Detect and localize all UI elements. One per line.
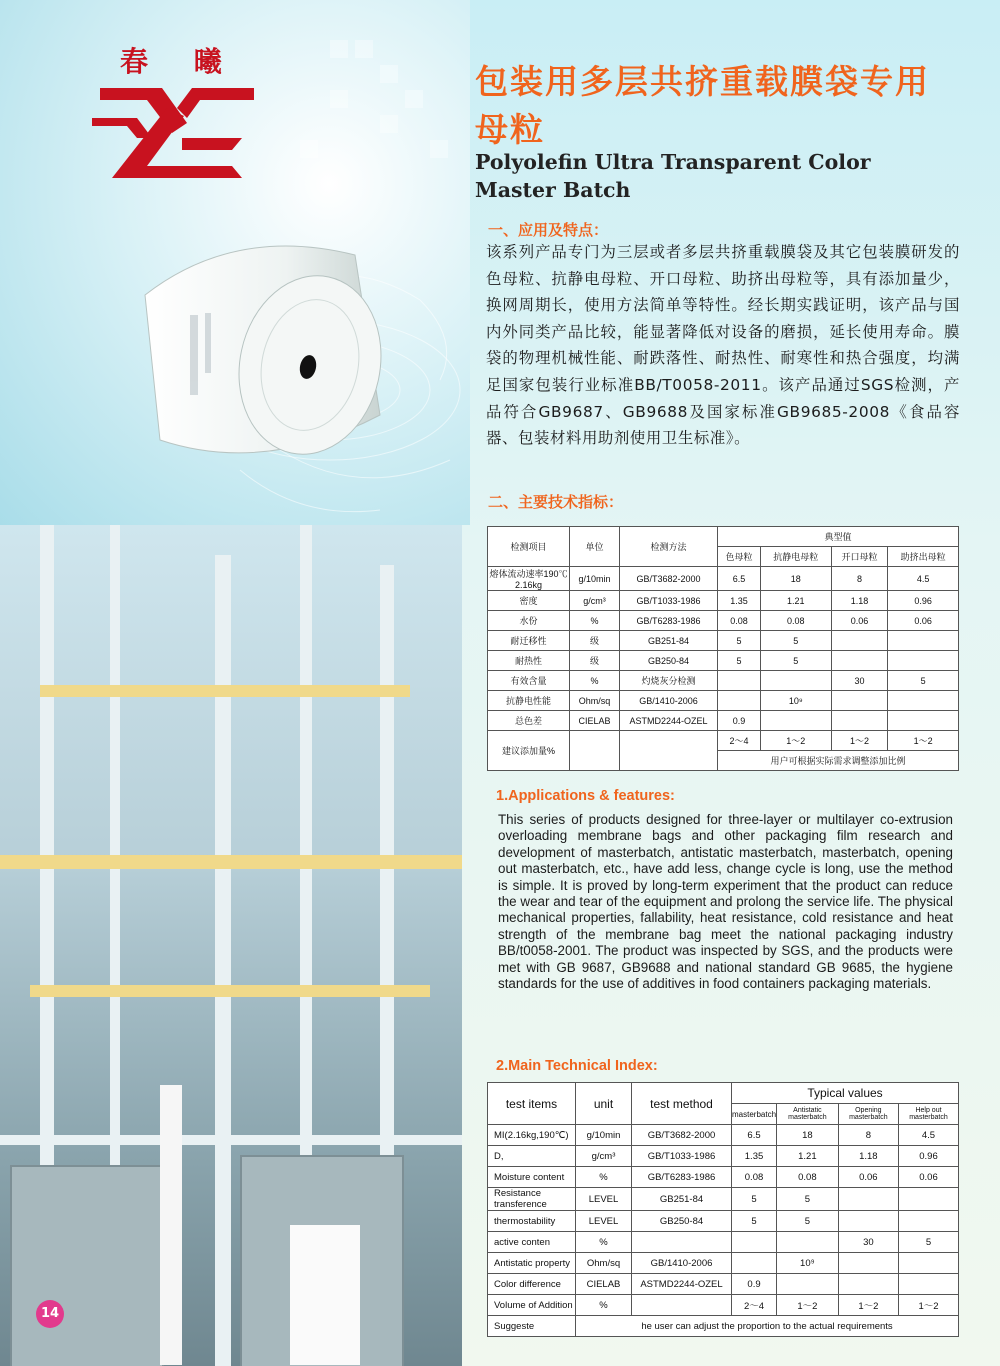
section2-heading-cn: 二、主要技术指标： xyxy=(488,493,624,511)
row-value: 0.9 xyxy=(732,1274,777,1295)
row-value: 0.06 xyxy=(888,611,959,631)
row-value xyxy=(831,631,888,651)
header-unit: unit xyxy=(576,1083,632,1125)
row-item: active conten xyxy=(488,1232,576,1253)
product-hero-background xyxy=(0,0,470,525)
row-unit: % xyxy=(576,1167,632,1188)
row-value: 18 xyxy=(760,567,831,591)
row-item: Antistatic property xyxy=(488,1253,576,1274)
subheader: Opening masterbatch xyxy=(838,1104,898,1125)
row-unit: g/cm³ xyxy=(576,1146,632,1167)
row-unit: Ohm/sq xyxy=(576,1253,632,1274)
row-value: 30 xyxy=(831,671,888,691)
row-value: 0.96 xyxy=(888,591,959,611)
row-value: 5 xyxy=(898,1232,958,1253)
row-value: 30 xyxy=(838,1232,898,1253)
spec-table-cn xyxy=(487,526,959,771)
row-method: GB250-84 xyxy=(620,651,718,671)
dosage-note: 用户可根据实际需求调整添加比例 xyxy=(718,751,959,771)
row-value xyxy=(888,711,959,731)
row-method: ASTMD2244-OZEL xyxy=(620,711,718,731)
row-value: 5 xyxy=(760,651,831,671)
header-unit: 单位 xyxy=(570,527,620,567)
row-unit: % xyxy=(570,611,620,631)
section2-heading-en: 2.Main Technical Index: xyxy=(496,1058,658,1074)
row-value: 0.06 xyxy=(838,1167,898,1188)
row-value: 0.96 xyxy=(898,1146,958,1167)
row-value: 5 xyxy=(760,631,831,651)
row-method: GB251-84 xyxy=(632,1188,732,1211)
title-english: Polyolefin Ultra Transparent Color Master Batch xyxy=(475,150,871,202)
row-item: 耐热性 xyxy=(488,651,570,671)
suggest-item: Suggeste xyxy=(488,1316,576,1337)
table-row xyxy=(488,1274,959,1295)
row-value: 5 xyxy=(718,631,761,651)
row-value: 5 xyxy=(888,671,959,691)
table-row xyxy=(488,1232,959,1253)
film-roll-image xyxy=(115,225,405,475)
row-value: 4.5 xyxy=(888,567,959,591)
row-unit: % xyxy=(576,1295,632,1316)
row-value xyxy=(888,651,959,671)
suggest-note: he user can adjust the proportion to the actual requirements xyxy=(576,1316,959,1337)
row-value: 0.08 xyxy=(760,611,831,631)
subheader: 色母粒 xyxy=(718,547,761,567)
row-value: 0.9 xyxy=(718,711,761,731)
row-value xyxy=(898,1211,958,1232)
row-value: 0.08 xyxy=(732,1167,777,1188)
row-value: 0.08 xyxy=(718,611,761,631)
row-item: 抗静电性能 xyxy=(488,691,570,711)
table-row xyxy=(488,1188,959,1211)
factory-photo xyxy=(0,525,462,1366)
row-value xyxy=(898,1253,958,1274)
row-value: 10⁹ xyxy=(760,691,831,711)
row-item: Color difference xyxy=(488,1274,576,1295)
row-unit: CIELAB xyxy=(576,1274,632,1295)
subheader: masterbatch xyxy=(732,1104,777,1125)
table-row xyxy=(488,1146,959,1167)
table-row xyxy=(488,591,959,611)
row-value xyxy=(888,691,959,711)
table-row xyxy=(488,631,959,651)
subheader: 助挤出母粒 xyxy=(888,547,959,567)
row-value: 5 xyxy=(777,1188,839,1211)
row-value xyxy=(777,1232,839,1253)
header-typical: Typical values xyxy=(732,1083,959,1104)
row-value xyxy=(777,1274,839,1295)
row-value: 5 xyxy=(732,1188,777,1211)
row-value: 1.35 xyxy=(718,591,761,611)
row-value: 0.08 xyxy=(777,1167,839,1188)
table-row xyxy=(488,691,959,711)
row-unit: CIELAB xyxy=(570,711,620,731)
row-method xyxy=(632,1232,732,1253)
row-method: ASTMD2244-OZEL xyxy=(632,1274,732,1295)
row-method: GB/T6283-1986 xyxy=(632,1167,732,1188)
row-value: 8 xyxy=(831,567,888,591)
subheader: Help out masterbatch xyxy=(898,1104,958,1125)
row-value xyxy=(838,1274,898,1295)
row-unit: g/cm³ xyxy=(570,591,620,611)
dosage-value: 1～2 xyxy=(831,731,888,751)
row-method: GB/T1033-1986 xyxy=(620,591,718,611)
row-value: 5 xyxy=(718,651,761,671)
section1-heading-en: 1.Applications & features: xyxy=(496,788,675,804)
row-value: 1.35 xyxy=(732,1146,777,1167)
table-row xyxy=(488,1167,959,1188)
dosage-item: 建议添加量% xyxy=(488,731,570,771)
row-item: MI(2.16kg,190℃) xyxy=(488,1125,576,1146)
row-value xyxy=(831,651,888,671)
row-value: 1.18 xyxy=(831,591,888,611)
row-item: 总色差 xyxy=(488,711,570,731)
row-value xyxy=(718,691,761,711)
row-method: GB/T3682-2000 xyxy=(620,567,718,591)
row-method: GB/T6283-1986 xyxy=(620,611,718,631)
row-value: 8 xyxy=(838,1125,898,1146)
brand-name: 春 曦 xyxy=(120,45,240,78)
row-value xyxy=(760,671,831,691)
row-value: 1～2 xyxy=(777,1295,839,1316)
row-unit: LEVEL xyxy=(576,1188,632,1211)
row-method: 灼烧灰分检测 xyxy=(620,671,718,691)
row-value xyxy=(888,631,959,651)
section1-heading-cn: 一、应用及特点： xyxy=(488,221,609,239)
row-unit: g/10min xyxy=(570,567,620,591)
table-row xyxy=(488,711,959,731)
row-item: 密度 xyxy=(488,591,570,611)
subheader: 开口母粒 xyxy=(831,547,888,567)
row-value: 4.5 xyxy=(898,1125,958,1146)
row-item: Moisture content xyxy=(488,1167,576,1188)
dosage-value: 1～2 xyxy=(760,731,831,751)
row-unit: % xyxy=(576,1232,632,1253)
header-method: 检测方法 xyxy=(620,527,718,567)
row-method: GB/1410-2006 xyxy=(620,691,718,711)
row-method: GB251-84 xyxy=(620,631,718,651)
row-value: 18 xyxy=(777,1125,839,1146)
section1-body-en: This series of products designed for three-layer or multilayer co-extrusion overloading membrane bags and other packaging film research and development of masterbatch, antistatic masterbatch, masterbatch, opening out masterbatch, etc., have add less, change cycle is long, use the method is simple. It is proved by long-term experiment that the product can reduce the wear and tear of the equipment and prolong the service life. The physical mechanical properties, fallability, heat resistance, cold resistance and heat strength of the membrane bag meet the national packaging industry BB/t0058-2001. The product was inspected by SGS, and the products were met with GB 9687, GB9688 and national standard GB 9685, the hygiene standards for the use of additives in food containers packaging materials. xyxy=(498,812,953,992)
table-row xyxy=(488,1253,959,1274)
row-value xyxy=(831,691,888,711)
row-value xyxy=(732,1232,777,1253)
row-value xyxy=(838,1253,898,1274)
table-row xyxy=(488,671,959,691)
row-item: D, xyxy=(488,1146,576,1167)
row-value xyxy=(718,671,761,691)
table-row xyxy=(488,1211,959,1232)
spec-table-en xyxy=(487,1082,959,1337)
row-value xyxy=(838,1188,898,1211)
header-method: test method xyxy=(632,1083,732,1125)
row-item: 耐迁移性 xyxy=(488,631,570,651)
subheader: 抗静电母粒 xyxy=(760,547,831,567)
row-value: 6.5 xyxy=(718,567,761,591)
subheader: Antistatic masterbatch xyxy=(777,1104,839,1125)
row-value xyxy=(898,1274,958,1295)
row-item: Resistance transference xyxy=(488,1188,576,1211)
row-unit: Ohm/sq xyxy=(570,691,620,711)
row-value: 0.06 xyxy=(831,611,888,631)
header-item: test items xyxy=(488,1083,576,1125)
brand-logo-icon xyxy=(92,38,262,183)
dosage-value: 2～4 xyxy=(718,731,761,751)
row-item: thermostability xyxy=(488,1211,576,1232)
row-value: 1.18 xyxy=(838,1146,898,1167)
row-method: GB/T3682-2000 xyxy=(632,1125,732,1146)
table-row xyxy=(488,651,959,671)
row-method: GB250-84 xyxy=(632,1211,732,1232)
row-method xyxy=(632,1295,732,1316)
row-value xyxy=(831,711,888,731)
row-value: 6.5 xyxy=(732,1125,777,1146)
row-unit: % xyxy=(570,671,620,691)
row-item: 水份 xyxy=(488,611,570,631)
table-row xyxy=(488,567,959,591)
row-unit: 级 xyxy=(570,651,620,671)
row-value xyxy=(760,711,831,731)
row-value: 1.21 xyxy=(760,591,831,611)
row-value: 2～4 xyxy=(732,1295,777,1316)
header-item: 检测项目 xyxy=(488,527,570,567)
row-item: 有效含量 xyxy=(488,671,570,691)
table-row xyxy=(488,1125,959,1146)
row-unit: LEVEL xyxy=(576,1211,632,1232)
page-number: 14 xyxy=(36,1300,64,1328)
row-item: Volume of Addition xyxy=(488,1295,576,1316)
row-method: GB/T1033-1986 xyxy=(632,1146,732,1167)
row-value xyxy=(838,1211,898,1232)
table-row xyxy=(488,611,959,631)
row-value xyxy=(732,1253,777,1274)
row-value: 1.21 xyxy=(777,1146,839,1167)
row-unit: g/10min xyxy=(576,1125,632,1146)
row-value: 5 xyxy=(777,1211,839,1232)
row-value: 1～2 xyxy=(898,1295,958,1316)
row-item: 熔体流动速率190℃ 2.16kg xyxy=(488,567,570,591)
row-unit: 级 xyxy=(570,631,620,651)
row-value xyxy=(898,1188,958,1211)
row-method: GB/1410-2006 xyxy=(632,1253,732,1274)
dosage-value: 1～2 xyxy=(888,731,959,751)
row-value: 1～2 xyxy=(838,1295,898,1316)
row-value: 0.06 xyxy=(898,1167,958,1188)
header-typical: 典型值 xyxy=(718,527,959,547)
table-row xyxy=(488,1295,959,1316)
section1-body-cn: 该系列产品专门为三层或者多层共挤重载膜袋及其它包装膜研发的色母粒、抗静电母粒、开口母粒、助挤出母粒等，具有添加量少，换网周期长，使用方法简单等特性。经长期实践证明，该产品与国内外同类产品比较，能显著降低对设备的磨损，延长使用寿命。膜袋的物理机械性能、耐跌落性、耐热性、耐寒性和热合强度，均满足国家包装行业标准BB/T0058-2011。该产品通过SGS检测，产品符合GB9687、GB9688及国家标准GB9685-2008《食品容器、包装材料用助剂使用卫生标准》。 xyxy=(486,243,960,448)
row-value: 10⁹ xyxy=(777,1253,839,1274)
title-chinese: 包装用多层共挤重载膜袋专用母粒 xyxy=(475,62,930,149)
row-value: 5 xyxy=(732,1211,777,1232)
